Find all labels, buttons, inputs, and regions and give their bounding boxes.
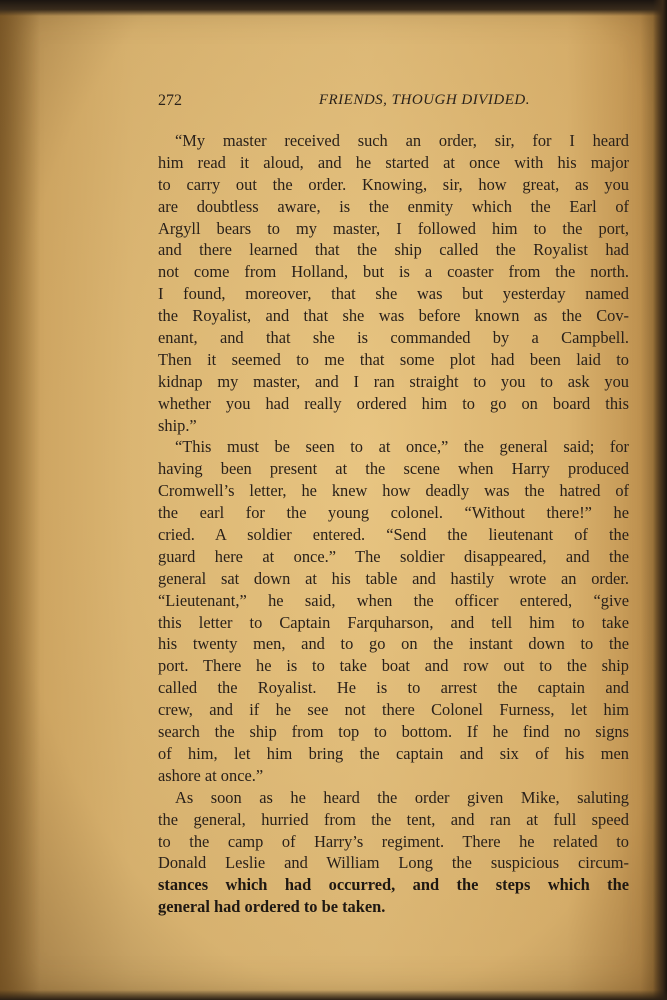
text-line: the earl for the young colonel. “Without there!” he: [158, 503, 629, 523]
text-line: and there learned that the ship called the Royalist had: [158, 240, 629, 260]
text-line: As soon as he heard the order given Mike, saluting: [175, 787, 629, 807]
text-line: of him, let him bring the captain and six of his men: [158, 743, 629, 763]
text-line: to carry out the order. Knowing, sir, how great, as you: [158, 174, 629, 194]
page-header: [158, 92, 530, 114]
text-line: Donald Leslie and William Long the suspicious circum-: [158, 853, 629, 873]
top-page-edge: [0, 0, 667, 16]
text-line: him read it aloud, and he started at once with his major: [158, 152, 629, 172]
running-title: FRIENDS, THOUGH DIVIDED.: [318, 92, 530, 108]
text-line: general had ordered to be taken.: [158, 897, 386, 917]
text-line: cried. A soldier entered. “Send the lieutenant of the: [158, 525, 629, 545]
text-line: to the camp of Harry’s regiment. There he related to: [158, 831, 629, 851]
text-line: “Lieutenant,” he said, when the officer entered, “give: [158, 590, 629, 610]
bottom-page-edge: [0, 990, 667, 1000]
text-line: his twenty men, and to go on the instant down to the: [158, 634, 629, 654]
text-line: Cromwell’s letter, he knew how deadly was the hatred of: [158, 481, 629, 501]
text-line: having been present at the scene when Harry produced: [158, 459, 629, 479]
text-line: I found, moreover, that she was but yesterday named: [158, 284, 629, 304]
text-line: the general, hurried from the tent, and ran at full speed: [158, 809, 629, 829]
text-line: are doubtless aware, is the enmity which the Earl of: [158, 196, 629, 216]
text-line: whether you had really ordered him to go on board this: [158, 393, 629, 413]
text-line: “My master received such an order, sir, for I heard: [175, 131, 629, 150]
text-line: this letter to Captain Farquharson, and tell him to take: [158, 612, 629, 632]
text-line: the Royalist, and that she was before known as the Cov-: [158, 306, 629, 326]
text-line: not come from Holland, but is a coaster from the north.: [158, 262, 629, 282]
text-line: ship.”: [158, 415, 197, 435]
text-line: guard here at once.” The soldier disappeared, and the: [158, 546, 629, 566]
text-line: stances which had occurred, and the steps which the: [158, 875, 629, 895]
text-line: port. There he is to take boat and row out to the ship: [158, 656, 629, 676]
text-line: Argyll bears to my master, I followed him to the port,: [158, 218, 629, 238]
body-text: [158, 130, 629, 918]
page-gutter-shadow: [0, 0, 40, 1000]
page-number: 272: [158, 92, 182, 109]
text-line: ashore at once.”: [158, 765, 264, 785]
text-line: enant, and that she is commanded by a Campbell.: [158, 328, 629, 348]
text-line: Then it seemed to me that some plot had been laid to: [158, 349, 629, 369]
text-line: search the ship from top to bottom. If he find no signs: [158, 722, 629, 742]
text-line: crew, and if he see not there Colonel Furness, let him: [158, 700, 629, 720]
text-line: called the Royalist. He is to arrest the captain and: [158, 678, 629, 698]
text-line: general sat down at his table and hastily wrote an order.: [158, 568, 629, 588]
text-line: “This must be seen to at once,” the general said; for: [175, 437, 629, 457]
text-line: kidnap my master, and I ran straight to you to ask you: [158, 371, 629, 391]
right-page-edge: [653, 0, 667, 1000]
